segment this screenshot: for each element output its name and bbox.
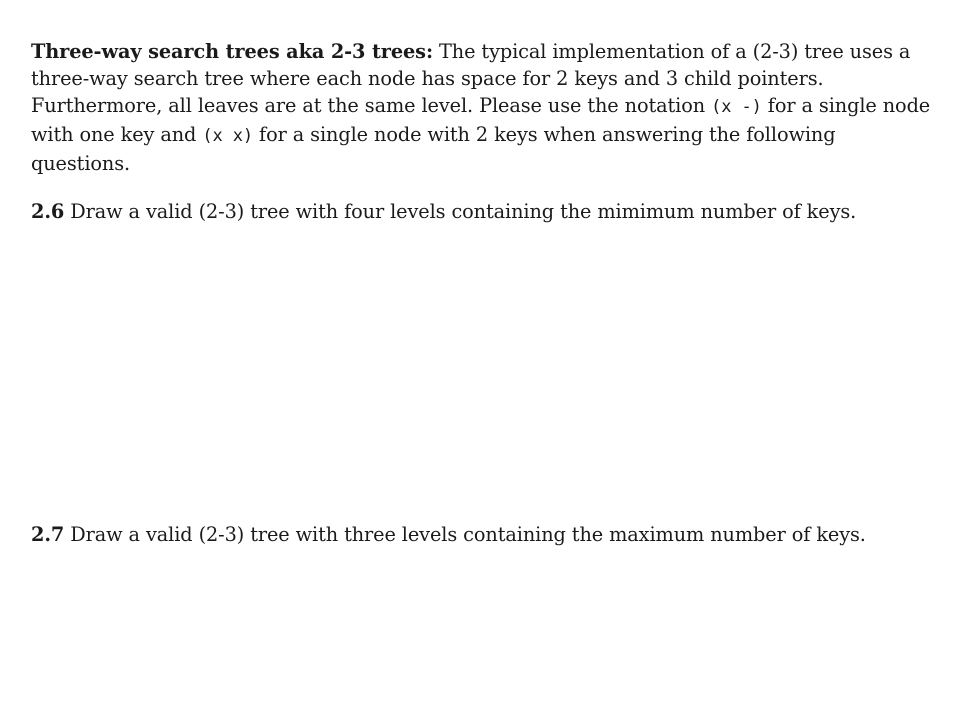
question-number: 2.6: [31, 200, 65, 223]
question-text: Draw a valid (2-3) tree with three levels containing the maximum number of keys.: [70, 523, 866, 546]
intro-text-2: for a single node with one key and: [31, 94, 931, 146]
question-text: Draw a valid (2-3) tree with four levels containing the mimimum number of keys.: [70, 200, 857, 223]
intro-text-3: for a single node with 2 keys when answering the following questions.: [31, 123, 836, 175]
question-2-6: [31, 198, 856, 225]
notation-two-keys: (x x): [202, 126, 254, 146]
question-2-7: [31, 521, 866, 548]
notation-one-key: (x -): [711, 97, 762, 117]
section-lead: Three-way search trees aka 2-3 trees:: [31, 40, 433, 63]
answer-space-2-6[interactable]: [31, 233, 931, 503]
section-intro: [31, 38, 931, 177]
document-page: [31, 38, 931, 546]
answer-space-2-7[interactable]: [31, 556, 931, 696]
question-number: 2.7: [31, 523, 65, 546]
intro-text-1: The typical implementation of a (2-3) tree uses a three-way search tree where each node has space for 2 keys and 3 child pointers. Furthermore, all leaves are at the same level. Please use the notation: [31, 40, 911, 117]
